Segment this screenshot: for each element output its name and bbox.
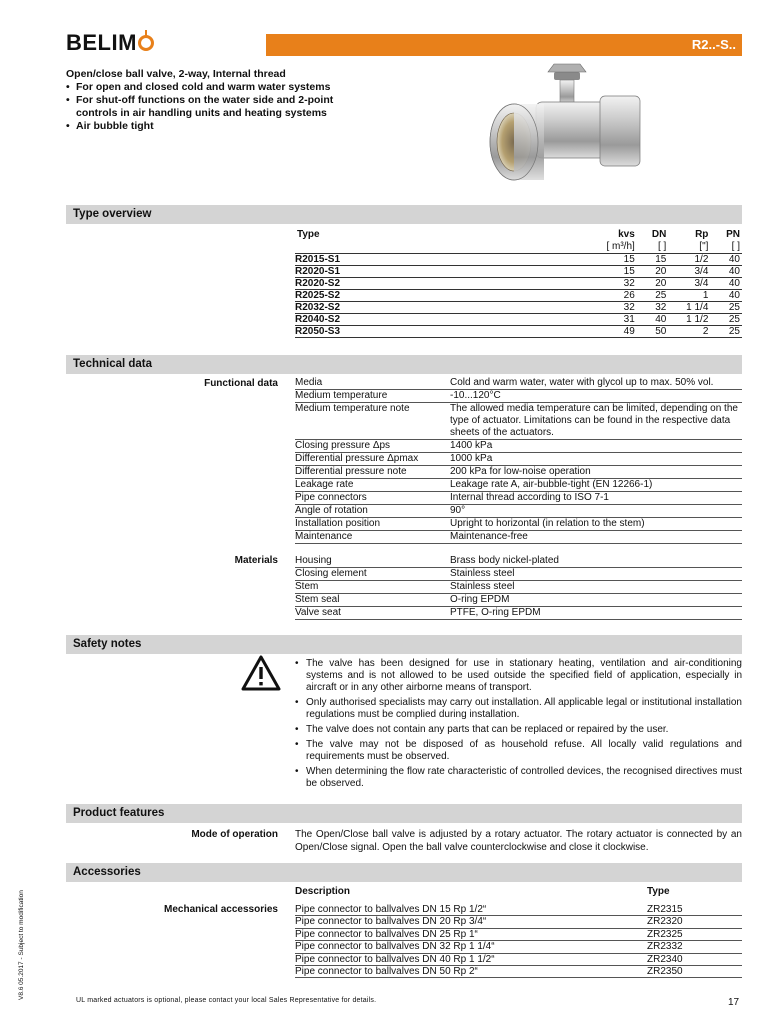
table-cell: 40 — [710, 253, 742, 265]
mode-of-operation-label: Mode of operation — [191, 829, 278, 840]
safety-note: • The valve has been designed for use in stationary heating, ventilation and air-conditioning systems and is not allowed to be used outside the specified field of application, especially in aircraft or in any other airborne means of transport. — [295, 658, 742, 694]
data-key: Installation position — [295, 518, 381, 529]
table-row — [295, 313, 742, 325]
version-note: V8.6 05.2017 - Subject to modification — [18, 890, 25, 1000]
accessory-row — [295, 941, 742, 953]
accessories-table — [295, 886, 742, 978]
table-row — [295, 301, 742, 313]
accessory-row — [295, 954, 742, 966]
data-key: Pipe connectors — [295, 492, 367, 503]
data-key: Angle of rotation — [295, 505, 368, 516]
table-cell: 32 — [574, 277, 637, 289]
accessory-row — [295, 929, 742, 941]
col-kvs: kvs — [618, 229, 635, 240]
data-row — [295, 390, 742, 403]
page-number: 17 — [728, 997, 740, 1008]
data-key: Medium temperature note — [295, 403, 410, 414]
accessory-description: Pipe connector to ballvalves DN 40 Rp 1 1/2“ — [295, 953, 495, 965]
table-cell: 40 — [710, 277, 742, 289]
data-key: Differential pressure Δpmax — [295, 453, 419, 464]
accessory-description: Pipe connector to ballvalves DN 20 Rp 3/4“ — [295, 916, 487, 928]
table-cell: 40 — [637, 313, 669, 325]
table-cell: 15 — [574, 265, 637, 277]
data-key: Stem — [295, 581, 319, 592]
intro-bullet: • For shut-off functions on the water side and 2-point controls in air handling units and heating systems — [66, 94, 366, 120]
unit-cell: [ m³/h] — [574, 241, 637, 253]
data-row — [295, 505, 742, 518]
data-value: Stainless steel — [450, 581, 515, 592]
data-row — [295, 518, 742, 531]
section-technical-data: Technical data — [66, 355, 742, 374]
product-code-bar — [266, 34, 742, 56]
data-key: Stem seal — [295, 594, 340, 605]
table-cell: 1 1/2 — [668, 313, 710, 325]
data-row — [295, 594, 742, 607]
intro-title: Open/close ball valve, 2-way, Internal thread — [66, 68, 286, 80]
table-row — [295, 253, 742, 265]
table-cell: 1 1/4 — [668, 301, 710, 313]
functional-data-list — [295, 377, 742, 544]
data-value: Maintenance-free — [450, 531, 528, 542]
data-row — [295, 377, 742, 390]
unit-cell: [ ] — [637, 241, 669, 253]
col-description: Description — [295, 886, 351, 897]
table-cell: 3/4 — [668, 265, 710, 277]
data-row — [295, 403, 742, 440]
table-cell: 15 — [574, 253, 637, 265]
data-value: 200 kPa for low-noise operation — [450, 466, 591, 477]
accessory-description: Pipe connector to ballvalves DN 15 Rp 1/2“ — [295, 904, 487, 915]
accessory-type: ZR2332 — [647, 941, 683, 953]
table-cell: 31 — [574, 313, 637, 325]
table-cell: 32 — [574, 301, 637, 313]
section-accessories: Accessories — [66, 863, 742, 882]
table-cell: R2025-S2 — [295, 289, 574, 301]
table-cell: 15 — [637, 253, 669, 265]
section-product-features: Product features — [66, 804, 742, 823]
data-key: Housing — [295, 555, 332, 566]
type-overview-table — [295, 229, 742, 338]
col-dn: DN — [651, 229, 667, 240]
table-row — [295, 325, 742, 337]
data-row — [295, 568, 742, 581]
materials-list — [295, 555, 742, 620]
ball-valve-image — [488, 62, 648, 198]
data-value: Upright to horizontal (in relation to the stem) — [450, 518, 645, 529]
unit-cell: [ ] — [710, 241, 742, 253]
intro-block — [66, 68, 366, 133]
table-cell: 1 — [668, 289, 710, 301]
table-cell: 40 — [710, 289, 742, 301]
accessory-type: ZR2350 — [647, 966, 683, 978]
col-pn: PN — [726, 229, 740, 240]
accessory-type: ZR2340 — [647, 953, 683, 965]
col-rp: Rp — [695, 229, 709, 240]
data-key: Maintenance — [295, 531, 353, 542]
col-type: Type — [647, 886, 670, 897]
data-value: Leakage rate A, air-bubble-tight (EN 12266-1) — [450, 479, 653, 490]
table-cell: R2050-S3 — [295, 325, 574, 337]
data-row — [295, 440, 742, 453]
data-value: Cold and warm water, water with glycol up to max. 50% vol. — [450, 377, 714, 388]
data-key: Medium temperature — [295, 390, 388, 401]
mechanical-accessories-label: Mechanical accessories — [164, 904, 278, 915]
accessory-row — [295, 966, 742, 978]
unit-cell — [295, 241, 574, 253]
brand-logo — [66, 30, 154, 56]
intro-bullet: • For open and closed cold and warm water systems — [66, 81, 366, 94]
data-row — [295, 581, 742, 594]
accessory-row — [295, 904, 742, 916]
table-cell: 2 — [668, 325, 710, 337]
brand-name: BELIM — [66, 30, 137, 55]
accessory-type: ZR2315 — [647, 904, 683, 915]
table-row — [295, 277, 742, 289]
accessory-description: Pipe connector to ballvalves DN 25 Rp 1“ — [295, 928, 478, 940]
data-value: Brass body nickel-plated — [450, 555, 559, 566]
materials-label: Materials — [234, 555, 278, 566]
data-value: Internal thread according to ISO 7-1 — [450, 492, 609, 503]
intro-bullet: • Air bubble tight — [66, 120, 366, 133]
table-cell: R2020-S1 — [295, 265, 574, 277]
data-row — [295, 555, 742, 568]
table-cell: 25 — [710, 301, 742, 313]
table-cell: 25 — [710, 325, 742, 337]
data-key: Closing pressure Δps — [295, 440, 391, 451]
data-key: Closing element — [295, 568, 367, 579]
safety-note: • When determining the flow rate characteristic of controlled devices, the recognised directives must be observed. — [295, 766, 742, 790]
table-cell: 3/4 — [668, 277, 710, 289]
data-value: -10...120°C — [450, 390, 501, 401]
accessory-type: ZR2320 — [647, 916, 683, 928]
table-cell: 1/2 — [668, 253, 710, 265]
data-key: Media — [295, 377, 323, 388]
warning-triangle-icon — [241, 654, 281, 692]
data-value: O-ring EPDM — [450, 594, 510, 605]
table-cell: 40 — [710, 265, 742, 277]
accessory-row — [295, 916, 742, 928]
safety-note: • Only authorised specialists may carry out installation. All applicable legal or institutional installation regulations must be complied during installation. — [295, 697, 742, 721]
data-value: The allowed media temperature can be limited, depending on the type of actuator. Limitations can be found in the respective data sheets of the actuators. — [450, 403, 738, 438]
data-value: 1400 kPa — [450, 440, 493, 451]
accessory-description: Pipe connector to ballvalves DN 50 Rp 2“ — [295, 966, 478, 978]
safety-notes-list — [295, 658, 742, 793]
logo-o-icon — [138, 35, 154, 51]
section-safety-notes: Safety notes — [66, 635, 742, 654]
data-key: Leakage rate — [295, 479, 354, 490]
safety-note: • The valve may not be disposed of as household refuse. All locally valid regulations and requirements must be observed. — [295, 739, 742, 763]
table-cell: 20 — [637, 277, 669, 289]
section-type-overview: Type overview — [66, 205, 742, 224]
table-cell: R2020-S2 — [295, 277, 574, 289]
col-type: Type — [297, 229, 320, 240]
table-cell: 25 — [710, 313, 742, 325]
unit-cell: ["] — [668, 241, 710, 253]
data-row — [295, 531, 742, 544]
table-row — [295, 289, 742, 301]
table-cell: 49 — [574, 325, 637, 337]
data-row — [295, 479, 742, 492]
table-row — [295, 265, 742, 277]
table-cell: 25 — [637, 289, 669, 301]
table-cell: R2040-S2 — [295, 313, 574, 325]
data-value: 90° — [450, 505, 466, 516]
table-cell: 50 — [637, 325, 669, 337]
accessory-description: Pipe connector to ballvalves DN 32 Rp 1 1/4“ — [295, 941, 495, 953]
table-cell: 32 — [637, 301, 669, 313]
mode-of-operation-text: The Open/Close ball valve is adjusted by a rotary actuator. The rotary actuator is connected by an Open/Close signal. Open the ball valve counterclockwise and close it clockwise. — [295, 829, 742, 853]
data-row — [295, 607, 742, 620]
data-key: Valve seat — [295, 607, 341, 618]
table-cell: R2032-S2 — [295, 301, 574, 313]
product-code: R2..-S.. — [691, 37, 736, 52]
accessory-type: ZR2325 — [647, 928, 683, 940]
data-row — [295, 466, 742, 479]
table-cell: R2015-S1 — [295, 253, 574, 265]
data-value: 1000 kPa — [450, 453, 493, 464]
safety-note: • The valve does not contain any parts that can be replaced or repaired by the user. — [295, 724, 742, 736]
data-value: Stainless steel — [450, 568, 515, 579]
table-cell: 20 — [637, 265, 669, 277]
data-row — [295, 492, 742, 505]
footer-note: UL marked actuators is optional, please contact your local Sales Representative for details. — [76, 997, 377, 1004]
data-key: Differential pressure note — [295, 466, 407, 477]
functional-data-label: Functional data — [204, 378, 278, 389]
data-value: PTFE, O-ring EPDM — [450, 607, 541, 618]
data-row — [295, 453, 742, 466]
table-cell: 26 — [574, 289, 637, 301]
